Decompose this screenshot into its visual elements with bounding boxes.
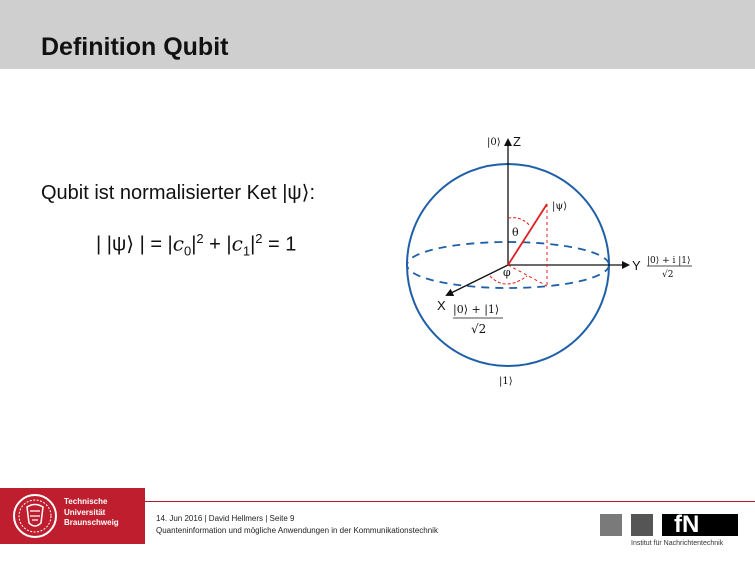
intro-text: Qubit ist normalisierter Ket |ψ⟩: [41,182,316,204]
university-line-3: Braunschweig [64,518,119,527]
phi-label: φ [503,266,511,279]
eq-abs-close-1: | [191,233,197,256]
x-state-numerator: |0⟩ + |1⟩ [453,303,500,316]
ifn-square-2 [631,514,653,536]
university-line-2: Universität [64,507,106,517]
y-axis-label: Y [632,258,641,273]
y-state-numerator: |0⟩ + i |1⟩ [647,256,691,266]
x-state-denominator: √2 [471,322,487,336]
institute-caption: Institut für Nachrichtentechnik [631,540,724,547]
footer-info [156,513,438,537]
y-state-denominator: √2 [662,270,674,280]
eq-c1: c [231,231,243,256]
institute-logo [600,511,740,554]
footer-presentation-title: Quanteninformation und mögliche Anwendungen in der Kommunikationstechnik [156,526,438,535]
university-logo [0,488,145,544]
eq-lhs: | |ψ⟩ | = | [96,233,173,256]
university-name [64,497,119,529]
x-axis [447,265,508,295]
eq-c1-index: 1 [242,243,251,259]
psi-label: |ψ⟩ [552,201,568,212]
eq-c0: c [172,231,184,256]
ifn-logo-text: fN [674,511,700,538]
university-line-1: Technische [64,497,108,506]
page-title: Definition Qubit [41,33,229,61]
z-axis-label: Z [513,134,521,149]
eq-abs-close-2: | [250,233,256,256]
eq-square-2: 2 [255,231,263,246]
normalization-equation [96,231,296,259]
theta-label: θ [512,226,519,239]
eq-square-1: 2 [196,231,204,246]
ket-zero-label: |0⟩ [487,137,501,148]
bloch-sphere-diagram [395,125,710,390]
footer-date-author-page: 14. Jun 2016 | David Hellmers | Seite 9 [156,514,295,523]
ket-one-label: |1⟩ [499,376,513,387]
ifn-square-1 [600,514,622,536]
university-seal-icon [12,493,58,539]
eq-c0-index: 0 [183,243,192,259]
eq-rhs: = 1 [262,233,297,256]
ifn-square-3 [662,511,738,538]
eq-plus: + | [203,233,232,256]
x-axis-label: X [437,298,446,313]
theta-arc [508,218,530,226]
